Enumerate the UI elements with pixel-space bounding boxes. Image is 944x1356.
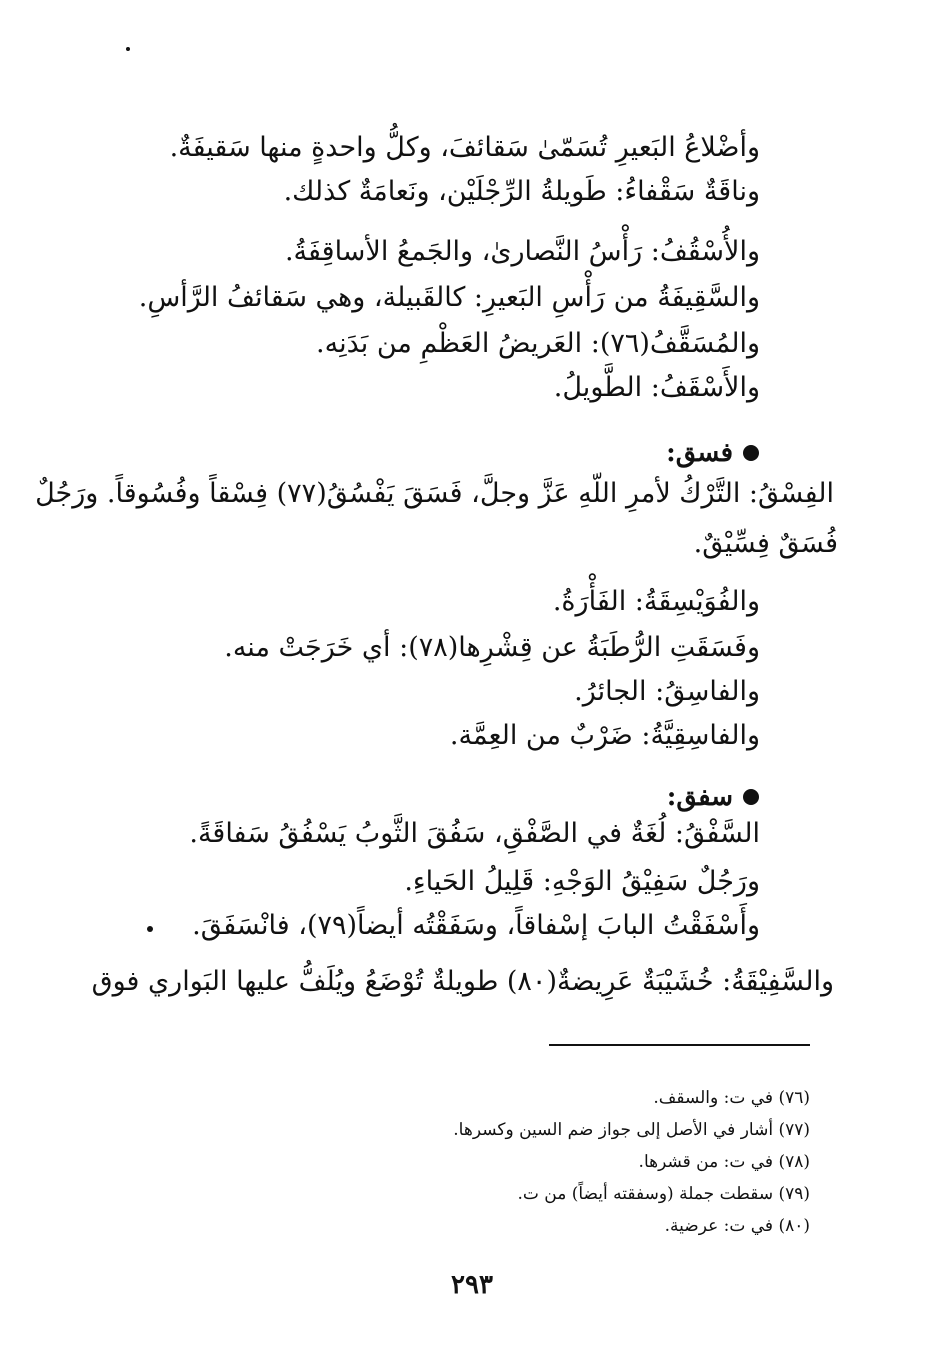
body-line: والمُسَقَّفُ(٧٦): العَريضُ العَظْمِ من بَدَنِه. bbox=[316, 328, 760, 359]
body-line: والأَسْقَفُ: الطَّويلُ. bbox=[553, 372, 760, 403]
body-line: ورَجُلٌ سَفِيْقُ الوَجْهِ: قَلِيلُ الحَياءِ. bbox=[404, 866, 760, 897]
ink-speck-top bbox=[126, 47, 130, 51]
body-line: وناقَةٌ سَقْفاءُ: طَويلةُ الرِّجْلَيْن، ونَعامَةٌ كذلك. bbox=[283, 176, 760, 207]
body-line: الفِسْقُ: التَّرْكُ لأمرِ اللّهِ عَزَّ وجلَّ، فَسَقَ يَفْسُقُ(٧٧) فِسْقاً وفُسُوقاً. ورَجُلٌ bbox=[35, 478, 834, 509]
page-number: ٢٩٣ bbox=[451, 1270, 493, 1300]
body-line: وفَسَقَتِ الرُّطَبَةُ عن قِشْرِها(٧٨): أي خَرَجَتْ منه. bbox=[224, 632, 760, 663]
body-line: والفُوَيْسِقَةُ: الفَأْرَةُ. bbox=[552, 586, 760, 617]
entry-heading-safaqa bbox=[667, 784, 759, 810]
body-line: السَّفْقُ: لُغَةٌ في الصَّفْقِ، سَفُقَ الثَّوبُ يَسْفُقُ سَفاقَةً. bbox=[189, 818, 760, 849]
ink-speck-margin bbox=[147, 926, 153, 932]
body-line: والسَّقِيفَةُ من رَأْسِ البَعيرِ: كالقَبيلة، وهي سَقائفُ الرَّأسِ. bbox=[138, 282, 760, 313]
footnote: (٧٨) في ت: من قشرها. bbox=[638, 1152, 810, 1172]
body-line: والفاسِقُ: الجائرُ. bbox=[574, 676, 760, 707]
bullet-icon bbox=[743, 445, 759, 461]
footnote-divider bbox=[549, 1044, 810, 1046]
bullet-icon bbox=[743, 789, 759, 805]
body-line: والأُسْقُفُ: رَأْسُ النَّصارىٰ، والجَمعُ الأساقِفَةُ. bbox=[284, 236, 760, 267]
entry-heading-label: سفق: bbox=[666, 782, 733, 812]
body-line: فُسَقٌ فِسِّيْقٌ. bbox=[693, 528, 838, 559]
body-line: والفاسِقِيَّةُ: ضَرْبٌ من العِمَّة. bbox=[449, 720, 760, 751]
footnote: (٧٧) أشار في الأصل إلى جواز ضم السين وكسرها. bbox=[453, 1120, 810, 1140]
body-line: والسَّفِيْقَةُ: خُشَيْبَةٌ عَرِيضةٌ(٨٠) طويلةٌ تُوْضَعُ ويُلَفُّ عليها البَواري فوق bbox=[91, 966, 834, 997]
footnote: (٧٦) في ت: والسقف. bbox=[653, 1088, 810, 1108]
footnote: (٨٠) في ت: عرضية. bbox=[664, 1216, 810, 1236]
body-line: وأضْلاعُ البَعيرِ تُسَمّىٰ سَقائفَ، وكلُّ واحدةٍ منها سَقيفَةٌ. bbox=[169, 132, 760, 163]
body-line: وأَسْفَقْتُ البابَ إسْفاقاً، وسَفَقْتُه أيضاً(٧٩)، فانْسَفَقَ. bbox=[192, 910, 760, 941]
footnote: (٧٩) سقطت جملة (وسفقته أيضاً) من ت. bbox=[517, 1184, 810, 1204]
entry-heading-label: فسق: bbox=[666, 438, 733, 468]
entry-heading-fasaqa bbox=[666, 440, 759, 466]
